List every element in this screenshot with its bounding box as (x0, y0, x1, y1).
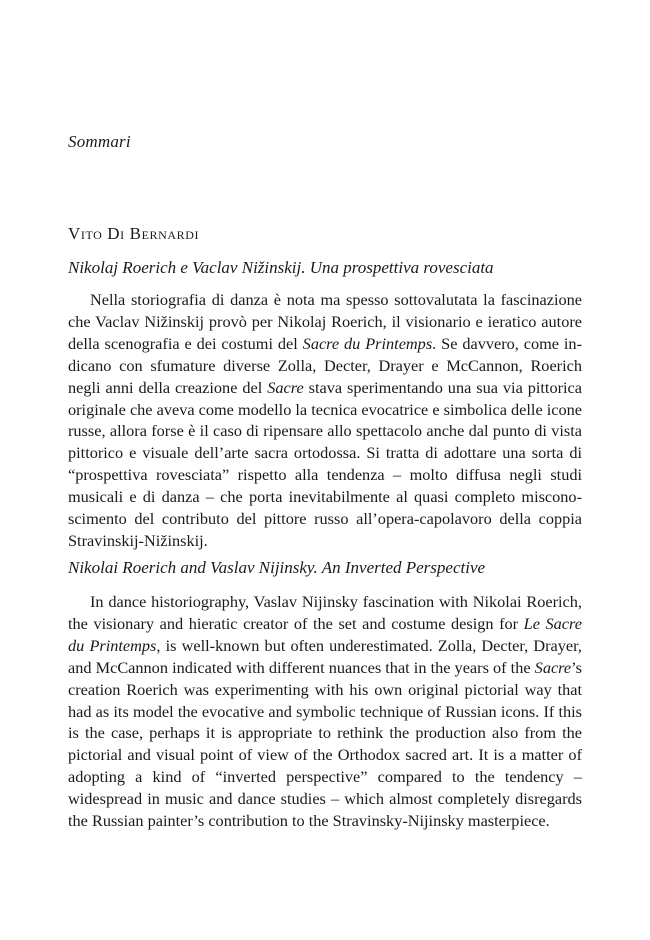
italian-work-title-2: Sacre (267, 377, 304, 397)
italian-abstract (68, 289, 582, 552)
italian-title: Nikolaj Roerich e Vaclav Nižinskij. Una prospettiva rovesciata (68, 258, 494, 277)
italian-text-3: stava sperimentando una sua via pittorica originale che aveva come modello la tecnica evocatrice e simbolica delle icone russe, allora forse è il caso di ripensare allo spettacolo anche dal punto di vista pittorico e visuale dell’arte sacra ortodossa. Si tratta di adottare una sorta di “prospettiva rovesciata” rispetto alla tendenza – molto diffusa negli studi musicali e di danza – che porta inevitabilmente al quasi completo misconoscimento del contributo del pittore russo all’opera-capolavoro della coppia Stravinskij-Nižinskij. (68, 377, 582, 550)
section-label: Sommari (68, 132, 131, 151)
author-name: Vito Di Bernardi (68, 224, 200, 243)
english-text-2: , is well-known but often underestimated. Zolla, Decter, Drayer, and McCannon indicated with different nuances that in the years of the (68, 635, 582, 677)
english-text-1: In dance historiography, Vaslav Nijinsky fascination with Nikolai Roerich, the visionary and hieratic creator of the set and costume design for (68, 592, 582, 633)
english-text-3: ’s creation Roerich was experimenting with his own original pictorial way that had as its model the evocative and symbolic technique of Russian icons. If this is the case, perhaps it is appropriate to rethink the production also from the pictorial and visual point of view of the Orthodox sacred art. It is a matter of adopting a kind of “inverted perspective” compared to the tendency – widespread in music and dance studies – which almost completely disregards the Russian painter’s contribution to the Stravinsky-Nijinsky masterpiece. (68, 657, 582, 831)
english-title: Nikolai Roerich and Vaslav Nijinsky. An Inverted Perspective (68, 558, 486, 577)
english-work-title-1: Le Sacre du Printemps (68, 613, 582, 655)
italian-text-1: Nella storiografia di danza è nota ma spesso sottovalutata la fascinazione che Vaclav Nižinskij provò per Nikolaj Roerich, il visionario e ieratico autore della scenografia e dei costumi del (68, 290, 582, 353)
italian-work-title-1: Sacre du Printemps (302, 333, 433, 353)
italian-text-2: . Se davvero, come indicano con sfumature diverse Zolla, Decter, Drayer e McCannon, Roerich negli anni della creazione del (68, 333, 582, 397)
english-work-title-2: Sacre (534, 657, 572, 677)
english-abstract (68, 591, 582, 832)
